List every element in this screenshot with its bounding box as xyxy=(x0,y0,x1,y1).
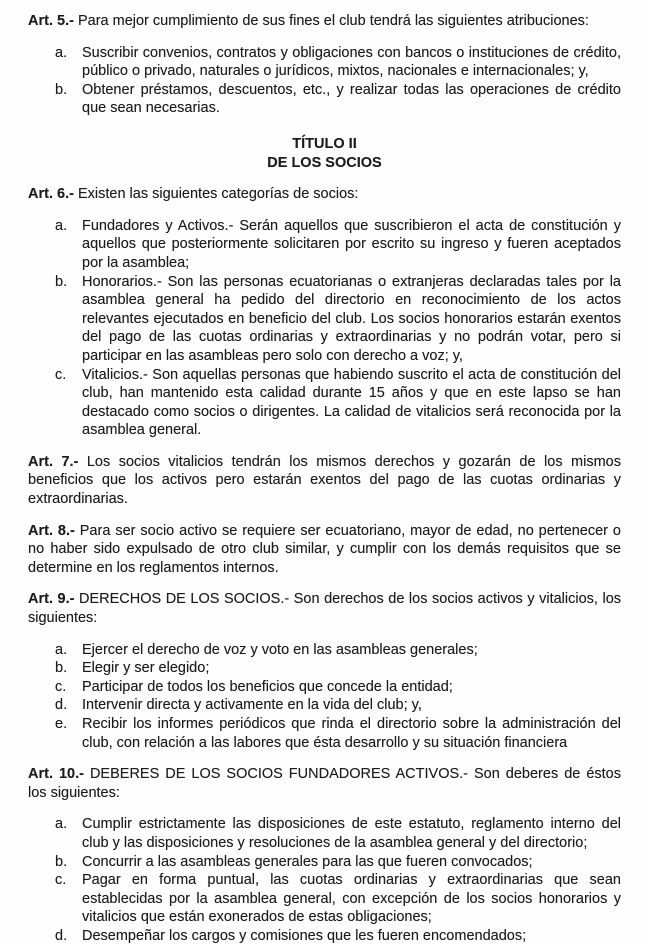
list-item-text: Pagar en forma puntual, las cuotas ordinarias y extraordinarias que sean establecidas por la asamblea general, con excepción de los socios honorarios y vitalicios que están exonerados de estas obligaciones; xyxy=(82,872,621,926)
list-item-letter: a. xyxy=(55,217,68,234)
list-item xyxy=(28,696,621,715)
list-item xyxy=(28,366,621,440)
article-paragraph xyxy=(28,12,621,31)
list-item xyxy=(28,815,621,852)
list-item-text: Participar de todos los beneficios que concede la entidad; xyxy=(82,678,453,695)
list-item-letter: d. xyxy=(55,927,68,944)
list-item-text: Elegir y ser elegido; xyxy=(82,660,210,677)
article-text: Para ser socio activo se requiere ser ecuatoriano, mayor de edad, no pertenecer o no haber sido expulsado de otro club similar, y cumplir con los demás requisitos que se determine en los reglamentos internos. xyxy=(28,522,621,576)
article-block xyxy=(28,453,621,509)
document-content xyxy=(28,12,621,944)
article-label: Art. 5.- xyxy=(28,13,74,29)
article-paragraph xyxy=(28,590,621,627)
list-item-letter: c. xyxy=(55,872,67,889)
section-heading xyxy=(28,135,621,172)
article-text: Los socios vitalicios tendrán los mismos derechos y gozarán de los mismos beneficios que los activos pero estarán exentos del pago de las cuotas ordinarias y extraordinarias. xyxy=(28,453,621,508)
list-item-text: Honorarios.- Son las personas ecuatorianas o extranjeras declaradas tales por la asamblea general ha pedido del directorio en reconocimiento de los actos relevantes ejecutados en beneficio del club. Los socios honorarios estarán exentos del pago de las cuotas ordinarias y extraordinarias y no podrán votar, pero si participar en las asambleas pero solo con derecho a voz; y, xyxy=(82,273,621,364)
article-label: Art. 10.- xyxy=(28,766,84,783)
article-block xyxy=(28,12,621,118)
list-item-letter: b. xyxy=(55,81,68,98)
article-text: Para mejor cumplimiento de sus fines el club tendrá las siguientes atribuciones: xyxy=(77,13,589,29)
article-label: Art. 9.- xyxy=(28,591,75,608)
list-item xyxy=(28,659,621,678)
section-heading-line: DE LOS SOCIOS xyxy=(267,154,382,171)
article-block xyxy=(28,765,621,944)
list-item-letter: c. xyxy=(55,366,67,383)
list-item-text: Suscribir convenios, contratos y obligaciones con bancos o instituciones de crédito, público o privado, naturales o jurídicos, mixtos, nacionales e internacionales; y, xyxy=(82,44,621,80)
list-item-letter: d. xyxy=(55,697,68,714)
article-paragraph xyxy=(28,522,621,578)
list-item-text: Ejercer el derecho de voz y voto en las asambleas generales; xyxy=(82,641,478,658)
article-text: Existen las siguientes categorías de socios: xyxy=(77,186,359,203)
list-item xyxy=(28,81,621,118)
list-item xyxy=(28,853,621,872)
list-item-letter: a. xyxy=(55,641,68,658)
article-paragraph xyxy=(28,765,621,802)
article-label: Art. 6.- xyxy=(28,186,74,203)
list-item xyxy=(28,641,621,660)
article-block xyxy=(28,522,621,578)
list-item-letter: a. xyxy=(55,44,68,61)
list-item xyxy=(28,44,621,81)
list-item xyxy=(28,927,621,944)
list-item-text: Desempeñar los cargos y comisiones que les fueren encomendados; xyxy=(82,927,527,944)
lettered-list xyxy=(28,815,621,944)
lettered-list xyxy=(28,44,621,118)
article-text: DEBERES DE LOS SOCIOS FUNDADORES ACTIVOS.- Son deberes de éstos los siguientes: xyxy=(28,766,621,801)
lettered-list xyxy=(28,217,621,440)
list-item-text: Concurrir a las asambleas generales para las que fueren convocados; xyxy=(82,853,533,870)
list-item-letter: b. xyxy=(55,853,68,870)
lettered-list xyxy=(28,641,621,753)
list-item xyxy=(28,715,621,752)
section-heading-line: TÍTULO II xyxy=(292,135,357,152)
article-paragraph xyxy=(28,185,621,204)
list-item-text: Cumplir estrictamente las disposiciones de este estatuto, reglamento interno del club y las disposiciones y resoluciones de la asamblea general y del directorio; xyxy=(82,816,621,851)
article-block xyxy=(28,590,621,752)
article-label: Art. 7.- xyxy=(28,453,79,470)
list-item-letter: e. xyxy=(55,716,68,732)
list-item-letter: b. xyxy=(55,273,68,290)
list-item-letter: b. xyxy=(55,660,68,677)
list-item-letter: c. xyxy=(55,678,67,695)
list-item xyxy=(28,871,621,927)
list-item xyxy=(28,217,621,273)
article-text: DERECHOS DE LOS SOCIOS.- Son derechos de los socios activos y vitalicios, los siguientes: xyxy=(28,591,622,627)
article-paragraph xyxy=(28,453,621,509)
list-item-text: Recibir los informes periódicos que rinda el directorio sobre la administración del club, con relación a las labores que ésta desarrollo y su situación financiera xyxy=(82,716,621,751)
list-item-text: Obtener préstamos, descuentos, etc., y realizar todas las operaciones de crédito que sean necesarias. xyxy=(82,81,621,117)
list-item xyxy=(28,273,621,366)
article-block xyxy=(28,185,621,440)
list-item-text: Vitalicios.- Son aquellas personas que habiendo suscrito el acta de constitución del club, han mantenido esta calidad durante 15 años y que en este lapso se han destacado como socios o dirigentes. La calidad de vitalicios será reconocida por la asamblea general. xyxy=(82,366,621,439)
list-item-text: Fundadores y Activos.- Serán aquellos que suscribieron el acta de constitución y aquellos que posteriormente solicitaren por escrito su ingreso y fueren aceptados por la asamblea; xyxy=(82,217,621,271)
article-label: Art. 8.- xyxy=(28,522,75,539)
list-item-letter: a. xyxy=(55,816,68,833)
list-item xyxy=(28,678,621,697)
list-item-text: Intervenir directa y activamente en la vida del club; y, xyxy=(82,697,422,714)
